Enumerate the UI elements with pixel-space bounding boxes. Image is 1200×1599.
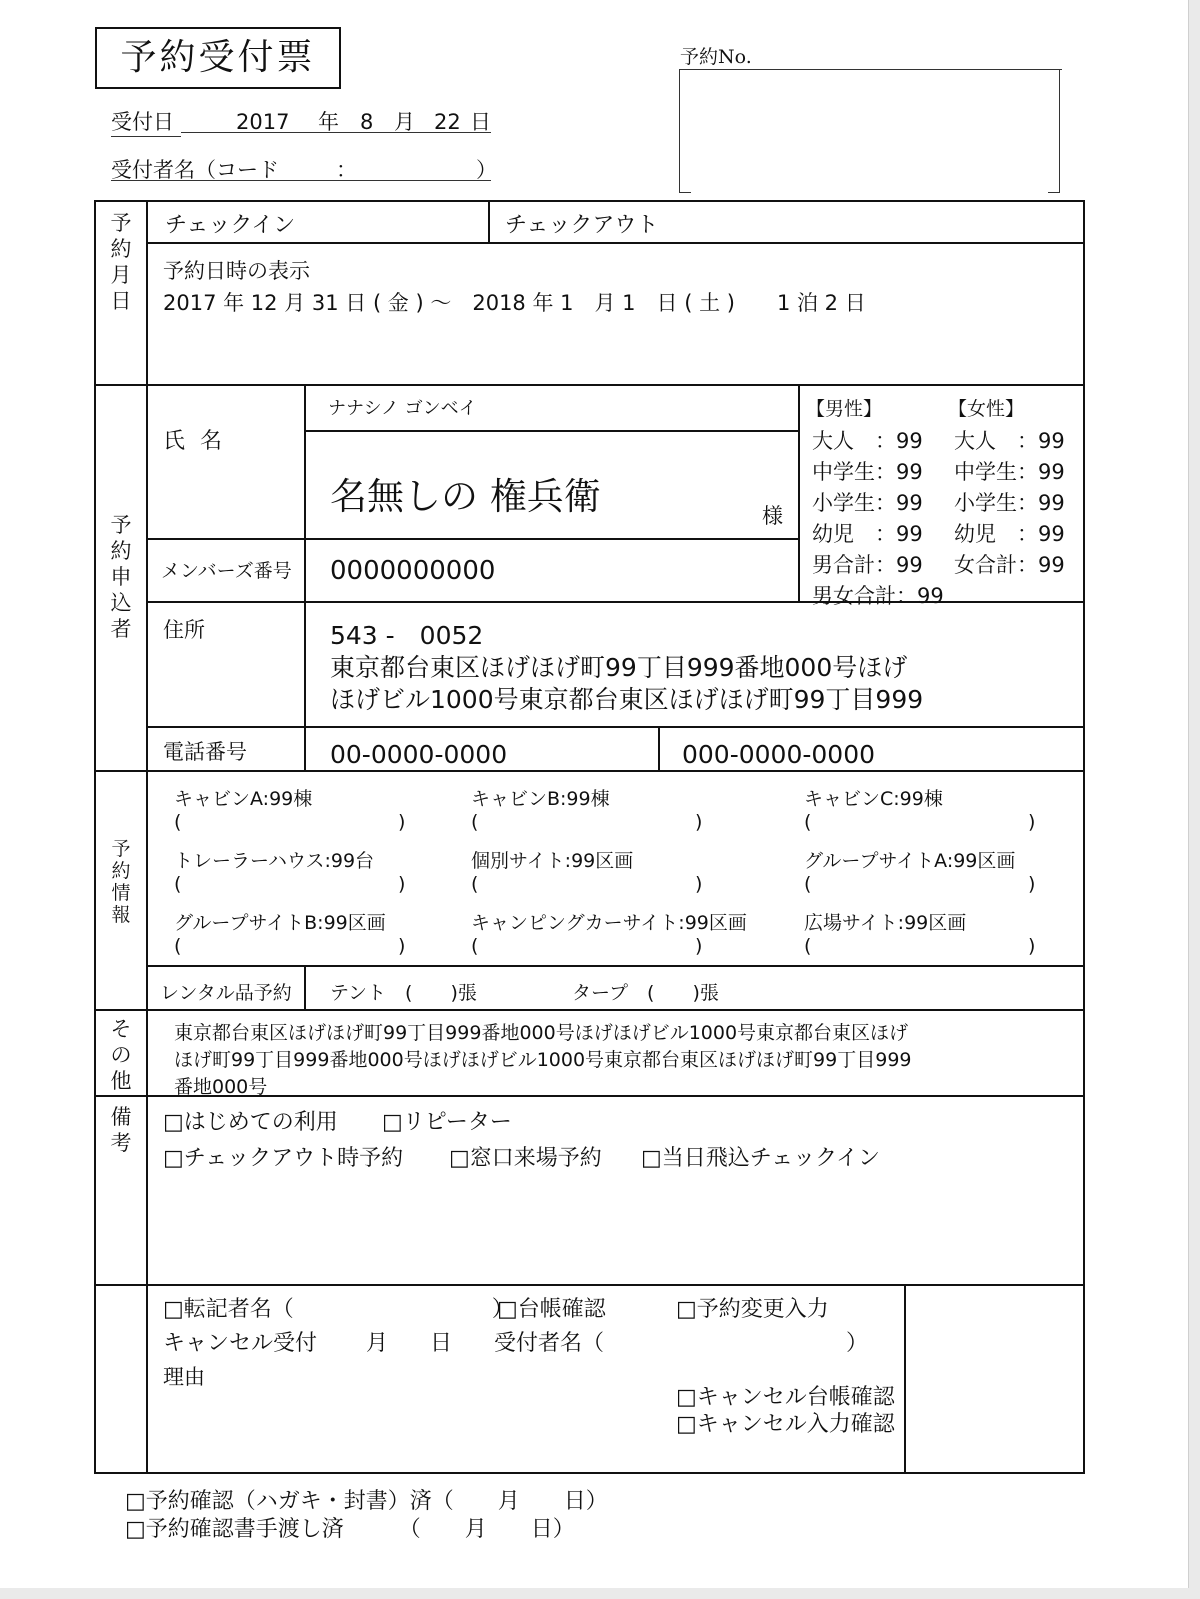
checkbox-ledger-check[interactable]: □台帳確認: [497, 1297, 606, 1322]
tarp-field[interactable]: タープ ( )張: [572, 982, 719, 1004]
male-count-row[interactable]: 幼児 ：99: [812, 522, 923, 546]
reservation-no-bracket-right: [1048, 69, 1060, 193]
cancel-day-label: 日: [430, 1331, 453, 1356]
male-count-row[interactable]: 中学生：99: [812, 460, 923, 484]
reservation-item-label: グループサイトA:99区画: [804, 850, 1016, 872]
page-edge-right: [1188, 0, 1200, 1599]
reservation-item-open: (: [804, 811, 812, 833]
reservation-item-close: ): [398, 935, 406, 957]
reception-year[interactable]: 2017: [236, 110, 290, 134]
divider-other: [94, 1009, 1085, 1011]
reservation-item-label: キャビンC:99棟: [804, 788, 943, 810]
receiver-close: ）: [476, 158, 497, 182]
female-count-row[interactable]: 小学生：99: [954, 491, 1065, 515]
table-border-left: [94, 200, 96, 1474]
reservation-item-label: 個別サイト:99区画: [471, 850, 634, 872]
reception-date-label: 受付日: [111, 106, 181, 137]
other-line-1[interactable]: 東京都台東区ほげほげ町99丁目999番地000号ほげほげビル1000号東京都台東区ほげ: [174, 1022, 909, 1044]
divider-applicant: [94, 384, 1085, 386]
reservation-item-open: (: [174, 935, 182, 957]
reception-day[interactable]: 22: [434, 110, 461, 134]
form-title: 予約受付票: [95, 27, 341, 89]
reservation-item-close: ): [1028, 873, 1036, 895]
table-border-bottom: [94, 1472, 1085, 1474]
reservation-item-close: ): [695, 935, 703, 957]
phone-number-1[interactable]: 00-0000-0000: [330, 740, 508, 769]
reservation-item-label: トレーラーハウス:99台: [174, 850, 375, 872]
divider-dates: [146, 242, 1085, 244]
reception-month[interactable]: 8: [360, 110, 374, 134]
table-border-top: [94, 200, 1085, 202]
address-line-1[interactable]: 東京都台東区ほげほげ町99丁目999番地000号ほげ: [330, 653, 908, 682]
reservation-item-open: (: [471, 811, 479, 833]
male-count-row[interactable]: 大人 ：99: [812, 429, 923, 453]
female-count-row[interactable]: 女合計：99: [954, 553, 1065, 577]
divider-name-col: [304, 384, 306, 772]
reservation-item-open: (: [804, 935, 812, 957]
divider-kana: [304, 430, 798, 432]
male-count-row[interactable]: 小学生：99: [812, 491, 923, 515]
reservation-item-open: (: [174, 873, 182, 895]
reservation-item-close: ): [695, 811, 703, 833]
member-label: メンバーズ番号: [161, 560, 292, 582]
divider-rental: [146, 965, 1085, 967]
checkbox-confirm-handed[interactable]: □予約確認書手渡し済 （ 月 日）: [125, 1517, 575, 1542]
divider-admin: [94, 1284, 1085, 1286]
reception-month-unit: 月: [394, 110, 415, 134]
divider-address: [146, 601, 1085, 603]
reservation-item-close: ): [398, 811, 406, 833]
reception-day-unit: 日: [470, 110, 491, 134]
honorific-label: 様: [762, 504, 783, 528]
divider-member: [146, 538, 798, 540]
reservation-item-close: ): [1028, 935, 1036, 957]
cancel-label: キャンセル受付: [163, 1331, 318, 1356]
checkbox-repeater[interactable]: □リピーター: [382, 1110, 512, 1135]
checkbox-checkout-reservation[interactable]: □チェックアウト時予約: [163, 1146, 404, 1171]
receiver-colon: ：: [336, 158, 357, 182]
section-label-applicant: 予約申込者: [110, 513, 132, 641]
section-label-info: 予約情報: [111, 838, 131, 926]
date-display-label: 予約日時の表示: [163, 259, 310, 283]
reason-label: 理由: [163, 1365, 205, 1389]
checkout-label: チェックアウト: [505, 213, 659, 238]
page-edge-bottom: [0, 1588, 1200, 1599]
divider-phone-split: [658, 726, 660, 772]
checkbox-cancel-ledger[interactable]: □キャンセル台帳確認: [676, 1385, 895, 1410]
section-label-other: その他: [110, 1017, 132, 1093]
reservation-item-label: キャンピングカーサイト:99区画: [471, 912, 747, 934]
divider-admin-right: [904, 1284, 906, 1474]
reservation-item-open: (: [471, 935, 479, 957]
reservation-item-label: キャビンA:99棟: [174, 788, 313, 810]
divider-rental-col: [304, 965, 306, 1010]
reservation-item-close: ): [398, 873, 406, 895]
female-count-row[interactable]: 幼児 ：99: [954, 522, 1065, 546]
reservation-item-label: グループサイトB:99区画: [174, 912, 386, 934]
divider-checkin-checkout: [488, 200, 490, 243]
checkbox-confirm-sent[interactable]: □予約確認（ハガキ・封書）済（ 月 日）: [125, 1489, 608, 1514]
section-label-dates: 予約月日: [110, 211, 132, 313]
female-count-row[interactable]: 中学生：99: [954, 460, 1065, 484]
male-count-row[interactable]: 男合計：99: [812, 553, 923, 577]
other-line-3[interactable]: 番地000号: [174, 1076, 268, 1098]
divider-info: [94, 770, 1085, 772]
name-label: 氏 名: [163, 429, 226, 454]
address-line-2[interactable]: ほげビル1000号東京都台東区ほげほげ町99丁目999: [330, 685, 924, 714]
checkin-label: チェックイン: [165, 213, 296, 238]
male-header: 【男性】: [806, 398, 883, 420]
checkbox-cancel-input[interactable]: □キャンセル入力確認: [676, 1412, 895, 1437]
phone-label: 電話番号: [163, 740, 247, 764]
divider-headcount-col: [798, 384, 800, 602]
receiver-label: 受付者名（コード: [111, 158, 279, 182]
kana-value[interactable]: ナナシノ ゴンベイ: [328, 398, 477, 419]
other-line-2[interactable]: ほげ町99丁目999番地000号ほげほげビル1000号東京都台東区ほげほげ町99丁目999: [174, 1049, 912, 1071]
reservation-item-label: 広場サイト:99区画: [804, 912, 967, 934]
checkbox-transcriber[interactable]: □転記者名（ ）: [163, 1297, 514, 1322]
reservation-item-label: キャビンB:99棟: [471, 788, 610, 810]
reservation-no-field[interactable]: [692, 72, 1044, 190]
postal-code[interactable]: 543 - 0052: [330, 621, 484, 650]
checkbox-same-day-checkin[interactable]: □当日飛込チェックイン: [641, 1146, 881, 1171]
checkbox-first-use[interactable]: □はじめての利用: [163, 1110, 338, 1135]
tent-field[interactable]: テント ( )張: [330, 982, 477, 1004]
section-label-notes: 備考: [110, 1105, 132, 1155]
reservation-item-close: ): [1028, 811, 1036, 833]
female-count-row[interactable]: 大人 ：99: [954, 429, 1065, 453]
female-header: 【女性】: [948, 398, 1025, 420]
cancel-month-label: 月: [366, 1331, 389, 1356]
cancel-receiver[interactable]: 受付者名（ ）: [494, 1331, 869, 1356]
address-label: 住所: [163, 618, 205, 642]
label-column-divider: [146, 200, 148, 1474]
divider-phone: [146, 726, 1085, 728]
member-number[interactable]: 0000000000: [330, 556, 496, 586]
total-count[interactable]: 男女合計：99: [812, 584, 944, 608]
checkbox-counter-reservation[interactable]: □窓口来場予約: [449, 1146, 602, 1171]
rental-label: レンタル品予約: [160, 982, 292, 1004]
table-border-right: [1083, 200, 1085, 1474]
checkbox-change-input[interactable]: □予約変更入力: [676, 1297, 829, 1322]
reservation-item-close: ): [695, 873, 703, 895]
reservation-item-open: (: [471, 873, 479, 895]
phone-number-2[interactable]: 000-0000-0000: [682, 740, 876, 769]
reservation-item-open: (: [804, 873, 812, 895]
name-value[interactable]: 名無しの 権兵衛: [330, 475, 601, 518]
date-display-text[interactable]: 2017 年 12 月 31 日 ( 金 ) ～ 2018 年 1 月 1 日 ( 土 ) 1 泊 2 日: [163, 291, 866, 315]
reservation-no-bracket-left: [679, 69, 691, 193]
reception-year-unit: 年: [318, 110, 339, 134]
reservation-item-open: (: [174, 811, 182, 833]
reservation-no-label: 予約No.: [680, 42, 1062, 70]
